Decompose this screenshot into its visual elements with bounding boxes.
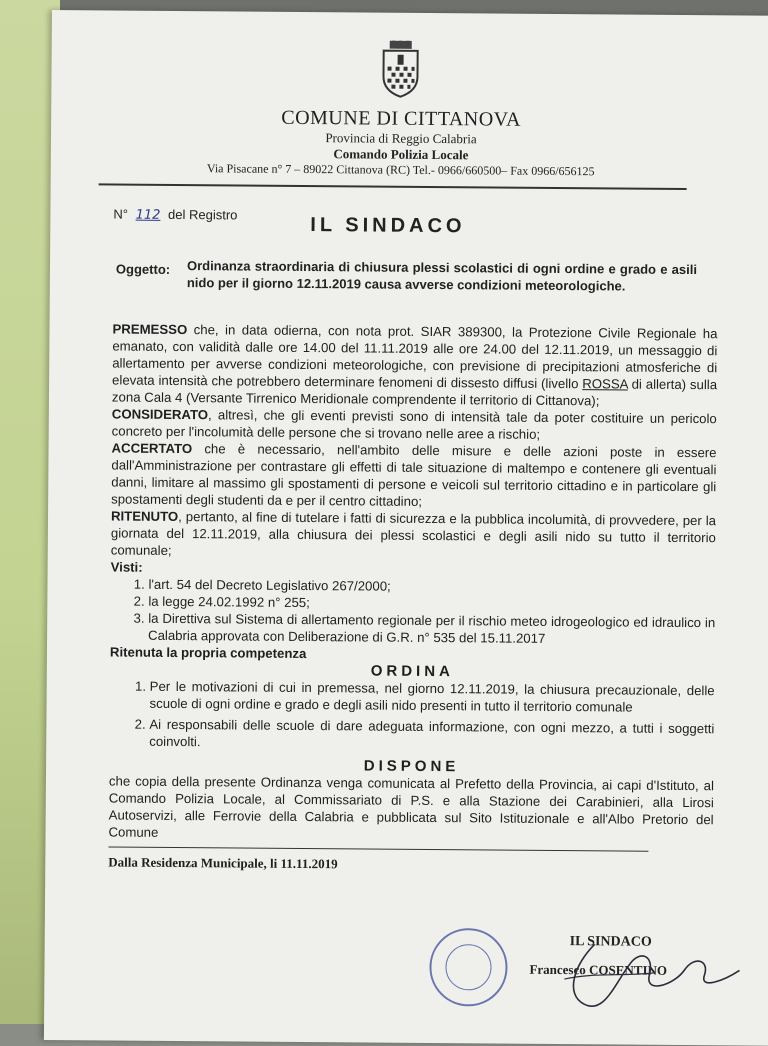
address-line: Via Pisacane n° 7 – 89022 Cittanova (RC) Tel.- 0966/660500– Fax 0966/656125 <box>206 161 595 179</box>
footer-divider <box>108 846 648 851</box>
list-item: 2. la legge 24.02.1992 n° 255; <box>148 593 715 614</box>
premesso-label: PREMESSO <box>112 321 188 338</box>
subject-text: Ordinanza straordinaria di chiusura plessi scolastici di ogni ordine e grado e asili nido per il giorno 12.11.2019 causa avverse condizioni meteorologiche. <box>186 258 698 294</box>
list-item: 2. Ai responsabili delle scuole di dare adeguata informazione, con ogni mezzo, a tutti i soggetti coinvolti. <box>149 716 714 754</box>
registry-prefix: N° <box>113 206 129 222</box>
list-item: 1. l'art. 54 del Decreto Legislativo 267/2000; <box>148 576 715 597</box>
ritenuto-text: , pertanto, al fine di tutelare i fatti di sicurezza e la pubblica incolumità, di provvedere, per la giornata del 12.11.2019, alla chiusura dei plessi scolastici e degli asili nido su tutto il territorio comunale; <box>110 509 717 558</box>
considerato-label: CONSIDERATO <box>111 406 209 423</box>
list-item: 3. la Direttiva sul Sistema di allertamento regionale per il rischio meteo idrogeologico ed idraulico in Calabria approvata con Deliberazione di G.R. n° 535 del 15.11.2017 <box>148 610 715 648</box>
handwritten-signature-icon <box>534 924 745 1016</box>
accertato-paragraph <box>111 439 717 512</box>
visti-list <box>130 576 716 649</box>
stamp-inner-ring <box>445 944 491 990</box>
document-body <box>108 320 717 875</box>
premesso-text-1: che, in data odierna, con nota prot. SIAR 389300, la Protezione Civile Regionale ha emanato, con validità dalle ore 14.00 del 11.11.2019 alle ore 24.00 del 12.11.2019, un messaggio di allertamento per avverse condizioni meteorologiche, con previsione di precipitazioni atmosferiche di elevata intensità che potrebbero determinare fenomeni di dissesto diffusi (livello <box>112 322 718 392</box>
ordina-list <box>129 678 715 755</box>
premesso-text-2: di allerta) sulla zona Cala 4 (Versante Tirrenico Meridionale comprendente il territorio di Cittanova); <box>111 376 718 409</box>
alert-level-rossa: ROSSA <box>582 376 628 392</box>
official-stamp-icon <box>429 928 508 1007</box>
ritenuto-paragraph <box>111 507 716 563</box>
premesso-paragraph <box>112 320 718 410</box>
registry-number <box>113 206 237 223</box>
accertato-label: ACCERTATO <box>111 440 193 457</box>
municipal-crest-icon <box>377 41 423 99</box>
list-item: 1. Per le motivazioni di cui in premessa, nel giorno 12.11.2019, la chiusura precauzionale, delle scuole di ogni ordine e grado e degli asili nido presenti in tutto il territorio comunale <box>149 678 714 716</box>
province-line: Provincia di Reggio Calabria <box>325 130 477 147</box>
municipality-title: COMUNE DI CITTANOVA <box>281 106 522 131</box>
place-date-line: Dalla Residenza Municipale, li 11.11.2019 <box>108 854 338 872</box>
dispone-heading: DISPONE <box>363 757 460 776</box>
signature-name: Francesco COSENTINO <box>529 961 668 978</box>
document-heading: IL SINDACO <box>310 214 466 238</box>
signature-title: IL SINDACO <box>569 934 652 950</box>
visti-label: Visti: <box>110 559 143 575</box>
competenza-line: Ritenuta la propria competenza <box>109 644 307 662</box>
office-line: Comando Polizia Locale <box>333 146 469 163</box>
header-divider <box>99 183 687 190</box>
document-page <box>44 10 768 1046</box>
dispone-text: che copia della presente Ordinanza venga comunicata al Prefetto della Provincia, ai capi d'Istituto, al Comando Polizia Locale, al Commissariato di P.S. e alla Stazione dei Carabinieri, alla Lirosi Autoservizi, alle Ferrovie della Calabria e pubblicata sul Sito Istituzionale e all'Albo Pretorio del Comune <box>108 773 714 840</box>
registry-suffix: del Registro <box>168 206 238 223</box>
ordina-heading: ORDINA <box>370 662 454 681</box>
ritenuto-label: RITENUTO <box>110 508 179 525</box>
subject-label: Oggetto: <box>115 261 171 277</box>
considerato-text: , altresì, che gli eventi previsti sono di intensità tale da poter costituire un pericolo concreto per l'incolumità delle persone che si trovano nelle aree a rischio; <box>111 407 717 442</box>
registry-handwritten-number: 112 <box>135 207 161 223</box>
considerato-paragraph <box>112 405 717 444</box>
accertato-text: che è necessario, nell'ambito delle misure e delle azioni poste in essere dall'Amministrazione per contrastare gli effetti di tale situazione di maltempo e contenere gli eventuali danni, limitare al massimo gli spostamenti di persone e veicoli sul territorio cittadino e in particolare gli spostamenti degli studenti da e per il centro cittadino; <box>111 441 717 509</box>
